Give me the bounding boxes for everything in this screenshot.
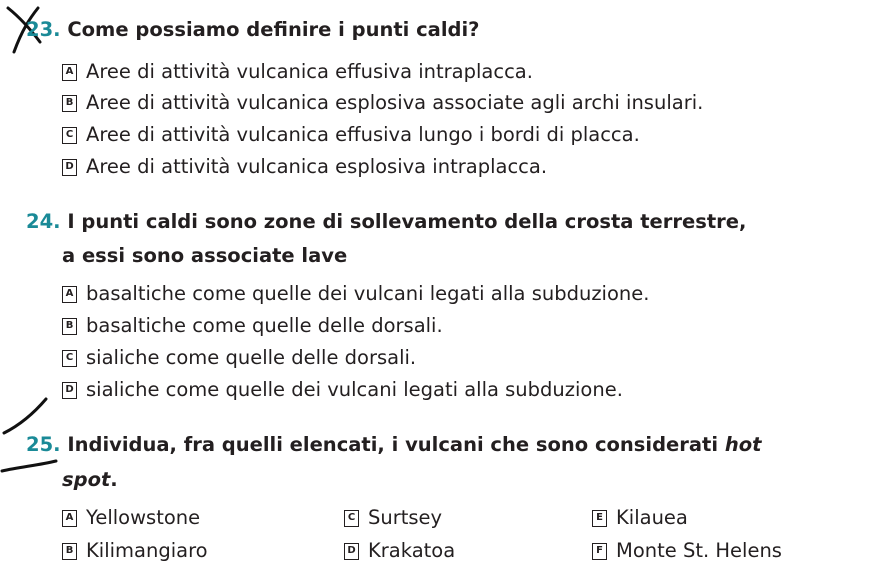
option-24-c[interactable]	[62, 346, 416, 370]
option-24-b[interactable]	[62, 314, 443, 338]
option-letter-box: B	[62, 95, 77, 112]
option-25-e[interactable]	[592, 506, 688, 530]
option-25-c[interactable]	[344, 506, 442, 530]
option-text: Kilauea	[616, 506, 688, 529]
question-text: Come possiamo definire i punti caldi?	[67, 18, 480, 41]
option-text: basaltiche come quelle dei vulcani legati alla subduzione.	[86, 282, 650, 305]
option-24-a[interactable]	[62, 282, 649, 306]
option-25-d[interactable]	[344, 539, 455, 563]
option-25-a[interactable]	[62, 506, 200, 530]
question-number: 25.	[26, 433, 61, 456]
option-letter-box: F	[592, 543, 607, 560]
option-text: Monte St. Helens	[616, 539, 782, 562]
option-23-c[interactable]	[62, 123, 640, 147]
option-text: Aree di attività vulcanica esplosiva associate agli archi insulari.	[86, 91, 704, 114]
option-25-f[interactable]	[592, 539, 782, 563]
option-text: Aree di attività vulcanica esplosiva intraplacca.	[86, 155, 548, 178]
option-24-d[interactable]	[62, 378, 623, 402]
option-text: Aree di attività vulcanica effusiva lungo i bordi di placca.	[86, 123, 640, 146]
question-25-line2	[62, 468, 118, 492]
option-letter-box: A	[62, 64, 77, 81]
option-letter-box: D	[62, 159, 77, 176]
option-letter-box: C	[344, 510, 359, 527]
option-letter-box: E	[592, 510, 607, 527]
option-text: Surtsey	[368, 506, 443, 529]
option-letter-box: D	[344, 543, 359, 560]
question-text-italic-spot: spot	[62, 468, 111, 491]
option-25-b[interactable]	[62, 539, 208, 563]
option-text: Yellowstone	[86, 506, 201, 529]
question-text-line1: I punti caldi sono zone di sollevamento della crosta terrestre,	[67, 210, 747, 233]
question-23-heading	[26, 18, 479, 42]
option-text: Kilimangiaro	[86, 539, 208, 562]
question-text-line1: Individua, fra quelli elencati, i vulcani che sono considerati	[67, 433, 725, 456]
option-23-d[interactable]	[62, 155, 547, 179]
option-letter-box: D	[62, 382, 77, 399]
option-text: Aree di attività vulcanica effusiva intraplacca.	[86, 60, 533, 83]
question-text-italic-hot: hot	[724, 433, 762, 456]
option-letter-box: C	[62, 127, 77, 144]
option-letter-box: A	[62, 510, 77, 527]
option-letter-box: A	[62, 286, 77, 303]
question-24-line2: a essi sono associate lave	[62, 244, 348, 267]
question-number: 23.	[26, 18, 61, 41]
option-letter-box: C	[62, 350, 77, 367]
option-23-a[interactable]	[62, 60, 533, 84]
option-text: basaltiche come quelle delle dorsali.	[86, 314, 443, 337]
question-24-heading	[26, 210, 746, 234]
option-text: sialiche come quelle dei vulcani legati alla subduzione.	[86, 378, 623, 401]
question-25-heading	[26, 433, 761, 457]
option-letter-box: B	[62, 318, 77, 335]
question-number: 24.	[26, 210, 61, 233]
option-text: Krakatoa	[368, 539, 456, 562]
question-text-period: .	[110, 468, 118, 491]
option-letter-box: B	[62, 543, 77, 560]
option-23-b[interactable]	[62, 91, 703, 115]
option-text: sialiche come quelle delle dorsali.	[86, 346, 417, 369]
